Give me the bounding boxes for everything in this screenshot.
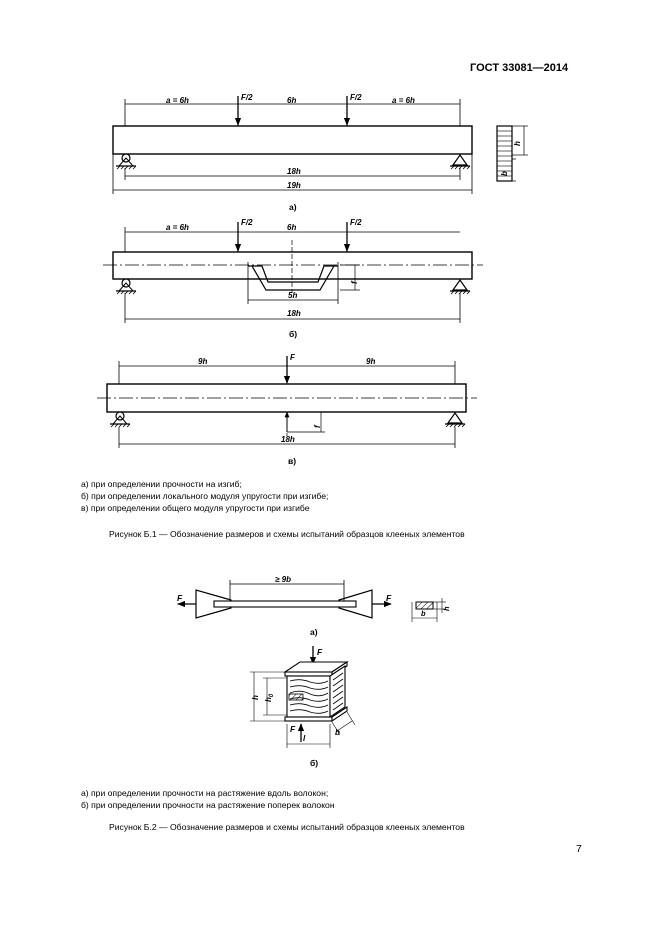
dim-c-left: 9h bbox=[198, 357, 208, 366]
load-right-label: F bbox=[386, 593, 392, 603]
dim-a-right: a = 6h bbox=[392, 96, 415, 105]
gauge-length: 5h bbox=[288, 291, 298, 300]
length-min: ≥ 9b bbox=[275, 575, 291, 584]
span-inner: 18h bbox=[287, 167, 301, 176]
deflection-f: f bbox=[350, 281, 359, 284]
beam-b bbox=[113, 252, 472, 279]
support-left bbox=[116, 154, 136, 169]
note-item: а) при определении прочности на изгиб; bbox=[81, 479, 242, 489]
load-top-label: F bbox=[317, 647, 323, 657]
standard-header: ГОСТ 33081—2014 bbox=[470, 62, 569, 74]
dim-a-left: a = 6h bbox=[166, 96, 189, 105]
specimen-strip bbox=[214, 601, 356, 607]
fig2-diagram-a bbox=[177, 575, 451, 637]
span-outer: 19h bbox=[287, 181, 301, 190]
note-item: в) при определении общего модуля упругости при изгибе bbox=[81, 503, 310, 513]
support-left bbox=[110, 412, 130, 427]
section-b: b bbox=[500, 171, 509, 176]
support-right bbox=[450, 155, 470, 169]
dim-b-left: a = 6h bbox=[166, 223, 189, 232]
fig2-diagram-b bbox=[250, 646, 355, 768]
cross-section-a bbox=[497, 126, 528, 181]
dim-c-right: 9h bbox=[366, 357, 376, 366]
beam-a bbox=[113, 126, 472, 154]
fig1-diagram-c bbox=[97, 353, 477, 466]
dim-a-mid: 6h bbox=[287, 96, 297, 105]
label-a: а) bbox=[289, 202, 297, 212]
deflection-f: f bbox=[313, 425, 322, 428]
load-bottom-label: F bbox=[290, 724, 296, 734]
support-right bbox=[450, 280, 470, 294]
load-right-label: F/2 bbox=[350, 218, 362, 227]
dim-b-mid: 6h bbox=[287, 223, 297, 232]
load-left-label: F bbox=[177, 593, 183, 603]
section-h: h bbox=[513, 141, 522, 146]
span-c: 18h bbox=[281, 435, 295, 444]
dim-b: b bbox=[335, 728, 340, 737]
note-item: а) при определении прочности на растяжение вдоль волокон; bbox=[81, 788, 329, 798]
note-item: б) при определении локального модуля упругости при изгибе; bbox=[81, 491, 329, 501]
support-right bbox=[445, 413, 465, 427]
span-b: 18h bbox=[287, 309, 301, 318]
fig1-diagram-a bbox=[113, 93, 528, 212]
label-b: б) bbox=[310, 758, 319, 768]
load-right-label: F/2 bbox=[350, 93, 362, 102]
label-a: а) bbox=[310, 627, 318, 637]
note-item: б) при определении прочности на растяжение поперек волокон bbox=[81, 800, 335, 810]
label-c: в) bbox=[288, 456, 297, 466]
fig1-notes bbox=[81, 478, 328, 514]
support-left bbox=[116, 279, 136, 294]
load-label: F bbox=[290, 353, 295, 362]
section-b: b bbox=[421, 609, 426, 618]
dim-h0: $h_0$ bbox=[264, 693, 275, 702]
label-b: б) bbox=[289, 329, 298, 339]
fig1-caption: Рисунок Б.1 — Обозначение размеров и схемы испытаний образцов клееных элементов bbox=[109, 529, 465, 539]
fig1-diagram-b bbox=[103, 218, 483, 339]
fig2-caption: Рисунок Б.2 — Обозначение размеров и схемы испытаний образцов клееных элементов bbox=[109, 822, 465, 832]
load-left-label: F/2 bbox=[241, 93, 253, 102]
load-left-label: F/2 bbox=[241, 218, 253, 227]
section-h: h bbox=[442, 606, 451, 611]
fig2-notes bbox=[81, 787, 335, 811]
cross-section-b bbox=[412, 598, 451, 622]
page-number: 7 bbox=[576, 843, 582, 855]
dim-l: l bbox=[303, 734, 306, 743]
dim-h: h bbox=[251, 695, 260, 700]
